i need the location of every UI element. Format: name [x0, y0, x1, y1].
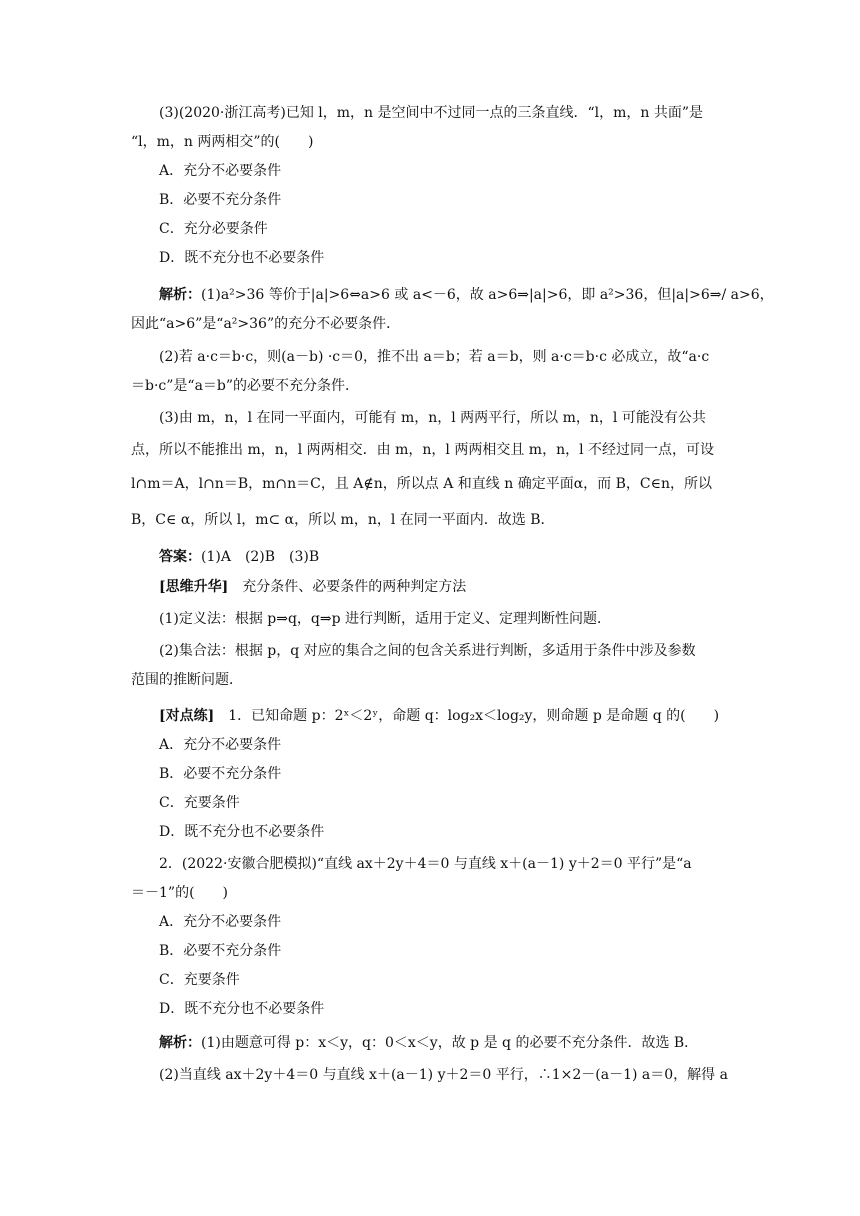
thinking-method-1: (1)定义法：根据 p⇒q，q⇒p 进行判断，适用于定义、定理判断性问题．	[159, 611, 612, 627]
answer-line	[131, 543, 731, 572]
practice-label: [对点练]	[159, 708, 215, 724]
analysis-p2-line-1: (2)若 a·c＝b·c，则(a－b) ·c＝0，推不出 a＝b；若 a＝b，则 a·c＝b·c 必成立，故“a·c	[159, 349, 710, 365]
practice-q1-text: 1．已知命题 p：2ˣ＜2ʸ，命题 q：log₂x＜log₂y，则命题 p 是命题 q 的( )	[214, 708, 720, 724]
analysis-p1-line-1	[131, 281, 774, 310]
thinking-method-2-line-1: (2)集合法：根据 p，q 对应的集合之间的包含关系进行判断，多适用于条件中涉及参数	[159, 643, 696, 659]
question-3-stem-line-2: “l，m，n 两两相交”的( )	[131, 134, 314, 150]
practice-q2-line-2: ＝－1”的( )	[131, 885, 228, 901]
question-3-stem-line-1: (3)(2020·浙江高考)已知 l，m，n 是空间中不过同一点的三条直线．“l，m，n 共面”是	[159, 105, 704, 121]
analysis-section	[131, 281, 774, 535]
thinking-title: 充分条件、必要条件的两种判定方法	[228, 579, 467, 595]
analysis-p3-line-1: (3)由 m，n，l 在同一平面内，可能有 m，n，l 两两平行，所以 m，n，l 可能没有公共	[159, 410, 706, 426]
analysis-p1-line-2: 因此“a>6”是“a²>36”的充分不必要条件．	[131, 316, 401, 332]
practice-q1-line	[131, 702, 731, 731]
practice-q2-option-d: D．既不充分也不必要条件	[159, 1001, 325, 1017]
analysis-2-p1-line	[131, 1029, 731, 1058]
practice-q1-option-b: B．必要不充分条件	[159, 766, 282, 782]
practice-section	[131, 702, 731, 1024]
practice-q2-line-1: 2．(2022·安徽合肥模拟)“直线 ax＋2y＋4＝0 与直线 x＋(a－1) y＋2＝0 平行”是“a	[159, 856, 692, 872]
analysis-p2-line-2: ＝b·c”是“a＝b”的必要不充分条件．	[131, 378, 360, 394]
practice-q1-option-d: D．既不充分也不必要条件	[159, 824, 325, 840]
thinking-section	[131, 573, 731, 695]
question-3-option-c: C．充分必要条件	[159, 221, 268, 237]
analysis-p3-line-4: B，C∈ α，所以 l，m⊂ α，所以 m，n，l 在同一平面内．故选 B．	[131, 512, 555, 528]
question-3-option-b: B．必要不充分条件	[159, 192, 282, 208]
question-3-option-a: A．充分不必要条件	[159, 163, 282, 179]
practice-q2-option-b: B．必要不充分条件	[159, 943, 282, 959]
thinking-method-2-line-2: 范围的推断问题．	[131, 672, 243, 688]
question-3	[131, 99, 731, 273]
analysis-2-p1-text: (1)由题意可得 p：x＜y，q：0＜x＜y，故 p 是 q 的必要不充分条件．故选 B．	[201, 1035, 699, 1051]
thinking-title-line	[131, 573, 731, 602]
practice-q2-option-a: A．充分不必要条件	[159, 914, 282, 930]
answer-text: (1)A (2)B (3)B	[201, 549, 320, 565]
analysis-p1-text: (1)a²>36 等价于|a|>6⇔a>6 或 a<－6，故 a>6⇒|a|>6，即 a²>36，但|a|>6⇒/ a>6，	[201, 287, 774, 303]
practice-q1-option-a: A．充分不必要条件	[159, 737, 282, 753]
analysis-p3-line-3: l∩m＝A，l∩n＝B，m∩n＝C，且 A∉n，所以点 A 和直线 n 确定平面α，而 B，C∈n，所以	[131, 476, 712, 492]
answer-label: 答案：	[159, 549, 201, 565]
analysis-2-p2-line: (2)当直线 ax＋2y＋4＝0 与直线 x＋(a－1) y＋2＝0 平行，∴1×2－(a－1) a＝0，解得 a	[159, 1067, 728, 1083]
analysis-2-section	[131, 1029, 731, 1090]
analysis-p3-line-2: 点，所以不能推出 m，n，l 两两相交．由 m，n，l 两两相交且 m，n，l 不经过同一点，可设	[131, 442, 715, 458]
answer-section	[131, 543, 731, 572]
analysis-2-label: 解析：	[159, 1035, 201, 1051]
question-3-option-d: D．既不充分也不必要条件	[159, 250, 325, 266]
practice-q1-option-c: C．充要条件	[159, 795, 240, 811]
thinking-label: [思维升华]	[159, 579, 229, 595]
practice-q2-option-c: C．充要条件	[159, 972, 240, 988]
analysis-label: 解析：	[159, 287, 201, 303]
